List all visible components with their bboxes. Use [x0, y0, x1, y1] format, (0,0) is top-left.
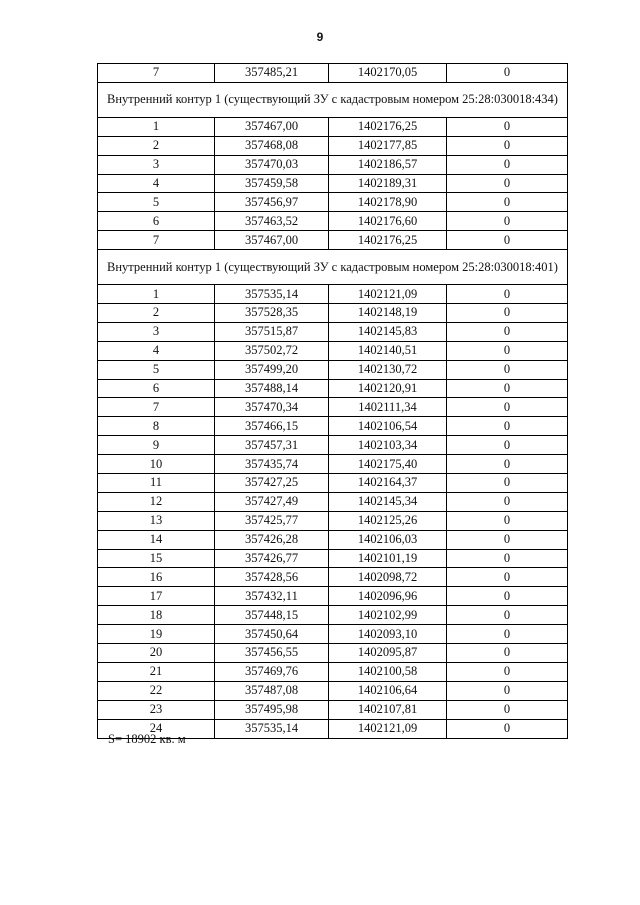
- y-coordinate-cell: 1402175,40: [329, 455, 447, 474]
- x-coordinate-cell: 357450,64: [215, 625, 329, 644]
- error-cell: 0: [447, 549, 568, 568]
- point-number-cell: 23: [98, 700, 215, 719]
- point-number-cell: 17: [98, 587, 215, 606]
- y-coordinate-cell: 1402120,91: [329, 379, 447, 398]
- table-row: [98, 174, 568, 193]
- table-row: [98, 64, 568, 83]
- error-cell: 0: [447, 341, 568, 360]
- y-coordinate-cell: 1402106,64: [329, 681, 447, 700]
- y-coordinate-cell: 1402111,34: [329, 398, 447, 417]
- section-heading: Внутренний контур 1 (существующий ЗУ с кадастровым номером 25:28:030018:434): [98, 82, 568, 117]
- error-cell: 0: [447, 64, 568, 83]
- x-coordinate-cell: 357463,52: [215, 212, 329, 231]
- table-row: [98, 285, 568, 304]
- y-coordinate-cell: 1402107,81: [329, 700, 447, 719]
- error-cell: 0: [447, 474, 568, 493]
- x-coordinate-cell: 357515,87: [215, 322, 329, 341]
- y-coordinate-cell: 1402145,34: [329, 492, 447, 511]
- table-row: [98, 606, 568, 625]
- x-coordinate-cell: 357428,56: [215, 568, 329, 587]
- error-cell: 0: [447, 606, 568, 625]
- x-coordinate-cell: 357488,14: [215, 379, 329, 398]
- table-row: [98, 549, 568, 568]
- point-number-cell: 4: [98, 341, 215, 360]
- coordinates-table-body: [98, 64, 568, 739]
- point-number-cell: 14: [98, 530, 215, 549]
- y-coordinate-cell: 1402189,31: [329, 174, 447, 193]
- table-row: [98, 625, 568, 644]
- table-row: [98, 511, 568, 530]
- point-number-cell: 1: [98, 117, 215, 136]
- x-coordinate-cell: 357470,34: [215, 398, 329, 417]
- table-row: [98, 379, 568, 398]
- y-coordinate-cell: 1402178,90: [329, 193, 447, 212]
- x-coordinate-cell: 357425,77: [215, 511, 329, 530]
- x-coordinate-cell: 357528,35: [215, 304, 329, 323]
- table-row: [98, 417, 568, 436]
- x-coordinate-cell: 357457,31: [215, 436, 329, 455]
- error-cell: 0: [447, 511, 568, 530]
- error-cell: 0: [447, 700, 568, 719]
- error-cell: 0: [447, 360, 568, 379]
- table-row: [98, 304, 568, 323]
- point-number-cell: 7: [98, 231, 215, 250]
- point-number-cell: 2: [98, 136, 215, 155]
- table-row: [98, 662, 568, 681]
- table-row: [98, 322, 568, 341]
- y-coordinate-cell: 1402145,83: [329, 322, 447, 341]
- x-coordinate-cell: 357435,74: [215, 455, 329, 474]
- table-row: [98, 530, 568, 549]
- point-number-cell: 16: [98, 568, 215, 587]
- y-coordinate-cell: 1402096,96: [329, 587, 447, 606]
- y-coordinate-cell: 1402121,09: [329, 719, 447, 738]
- x-coordinate-cell: 357466,15: [215, 417, 329, 436]
- error-cell: 0: [447, 379, 568, 398]
- y-coordinate-cell: 1402148,19: [329, 304, 447, 323]
- error-cell: 0: [447, 398, 568, 417]
- x-coordinate-cell: 357456,97: [215, 193, 329, 212]
- y-coordinate-cell: 1402100,58: [329, 662, 447, 681]
- y-coordinate-cell: 1402103,34: [329, 436, 447, 455]
- point-number-cell: 18: [98, 606, 215, 625]
- error-cell: 0: [447, 193, 568, 212]
- error-cell: 0: [447, 455, 568, 474]
- x-coordinate-cell: 357467,00: [215, 231, 329, 250]
- x-coordinate-cell: 357459,58: [215, 174, 329, 193]
- error-cell: 0: [447, 285, 568, 304]
- table-row: [98, 193, 568, 212]
- point-number-cell: 11: [98, 474, 215, 493]
- x-coordinate-cell: 357456,55: [215, 644, 329, 663]
- point-number-cell: 19: [98, 625, 215, 644]
- x-coordinate-cell: 357448,15: [215, 606, 329, 625]
- y-coordinate-cell: 1402106,03: [329, 530, 447, 549]
- y-coordinate-cell: 1402140,51: [329, 341, 447, 360]
- error-cell: 0: [447, 136, 568, 155]
- point-number-cell: 15: [98, 549, 215, 568]
- point-number-cell: 5: [98, 193, 215, 212]
- error-cell: 0: [447, 587, 568, 606]
- error-cell: 0: [447, 155, 568, 174]
- y-coordinate-cell: 1402093,10: [329, 625, 447, 644]
- coordinates-table: [97, 63, 568, 739]
- point-number-cell: 1: [98, 285, 215, 304]
- point-number-cell: 6: [98, 379, 215, 398]
- page-number: 9: [316, 30, 324, 44]
- section-heading: Внутренний контур 1 (существующий ЗУ с кадастровым номером 25:28:030018:401): [98, 250, 568, 285]
- y-coordinate-cell: 1402177,85: [329, 136, 447, 155]
- point-number-cell: 24: [98, 719, 215, 738]
- table-row: [98, 681, 568, 700]
- error-cell: 0: [447, 719, 568, 738]
- y-coordinate-cell: 1402098,72: [329, 568, 447, 587]
- table-row: [98, 341, 568, 360]
- x-coordinate-cell: 357535,14: [215, 719, 329, 738]
- x-coordinate-cell: 357427,25: [215, 474, 329, 493]
- table-row: [98, 455, 568, 474]
- y-coordinate-cell: 1402106,54: [329, 417, 447, 436]
- x-coordinate-cell: 357427,49: [215, 492, 329, 511]
- point-number-cell: 10: [98, 455, 215, 474]
- point-number-cell: 5: [98, 360, 215, 379]
- point-number-cell: 7: [98, 64, 215, 83]
- error-cell: 0: [447, 568, 568, 587]
- table-row: [98, 492, 568, 511]
- table-row: [98, 474, 568, 493]
- table-row: [98, 136, 568, 155]
- area-note: S= 18902 кв. м: [108, 732, 186, 746]
- x-coordinate-cell: 357495,98: [215, 700, 329, 719]
- table-row: [98, 436, 568, 455]
- error-cell: 0: [447, 231, 568, 250]
- error-cell: 0: [447, 436, 568, 455]
- table-row: [98, 398, 568, 417]
- x-coordinate-cell: 357426,77: [215, 549, 329, 568]
- x-coordinate-cell: 357502,72: [215, 341, 329, 360]
- table-row: [98, 212, 568, 231]
- error-cell: 0: [447, 662, 568, 681]
- table-row: [98, 587, 568, 606]
- error-cell: 0: [447, 625, 568, 644]
- table-row: [98, 117, 568, 136]
- section-heading-row: [98, 250, 568, 285]
- table-row: [98, 568, 568, 587]
- error-cell: 0: [447, 117, 568, 136]
- y-coordinate-cell: 1402121,09: [329, 285, 447, 304]
- table-row: [98, 644, 568, 663]
- x-coordinate-cell: 357487,08: [215, 681, 329, 700]
- y-coordinate-cell: 1402130,72: [329, 360, 447, 379]
- point-number-cell: 3: [98, 155, 215, 174]
- x-coordinate-cell: 357535,14: [215, 285, 329, 304]
- point-number-cell: 21: [98, 662, 215, 681]
- error-cell: 0: [447, 492, 568, 511]
- y-coordinate-cell: 1402176,60: [329, 212, 447, 231]
- error-cell: 0: [447, 212, 568, 231]
- x-coordinate-cell: 357470,03: [215, 155, 329, 174]
- y-coordinate-cell: 1402102,99: [329, 606, 447, 625]
- error-cell: 0: [447, 644, 568, 663]
- y-coordinate-cell: 1402186,57: [329, 155, 447, 174]
- point-number-cell: 3: [98, 322, 215, 341]
- error-cell: 0: [447, 322, 568, 341]
- x-coordinate-cell: 357467,00: [215, 117, 329, 136]
- y-coordinate-cell: 1402125,26: [329, 511, 447, 530]
- y-coordinate-cell: 1402101,19: [329, 549, 447, 568]
- point-number-cell: 8: [98, 417, 215, 436]
- point-number-cell: 2: [98, 304, 215, 323]
- error-cell: 0: [447, 681, 568, 700]
- error-cell: 0: [447, 304, 568, 323]
- error-cell: 0: [447, 174, 568, 193]
- table-row: [98, 231, 568, 250]
- table-row: [98, 155, 568, 174]
- point-number-cell: 7: [98, 398, 215, 417]
- x-coordinate-cell: 357499,20: [215, 360, 329, 379]
- x-coordinate-cell: 357485,21: [215, 64, 329, 83]
- point-number-cell: 12: [98, 492, 215, 511]
- y-coordinate-cell: 1402095,87: [329, 644, 447, 663]
- point-number-cell: 4: [98, 174, 215, 193]
- section-heading-row: [98, 82, 568, 117]
- table-row: [98, 360, 568, 379]
- y-coordinate-cell: 1402176,25: [329, 117, 447, 136]
- point-number-cell: 20: [98, 644, 215, 663]
- point-number-cell: 22: [98, 681, 215, 700]
- x-coordinate-cell: 357468,08: [215, 136, 329, 155]
- error-cell: 0: [447, 530, 568, 549]
- y-coordinate-cell: 1402164,37: [329, 474, 447, 493]
- point-number-cell: 6: [98, 212, 215, 231]
- table-row: [98, 700, 568, 719]
- point-number-cell: 13: [98, 511, 215, 530]
- y-coordinate-cell: 1402170,05: [329, 64, 447, 83]
- x-coordinate-cell: 357469,76: [215, 662, 329, 681]
- y-coordinate-cell: 1402176,25: [329, 231, 447, 250]
- point-number-cell: 9: [98, 436, 215, 455]
- x-coordinate-cell: 357432,11: [215, 587, 329, 606]
- error-cell: 0: [447, 417, 568, 436]
- x-coordinate-cell: 357426,28: [215, 530, 329, 549]
